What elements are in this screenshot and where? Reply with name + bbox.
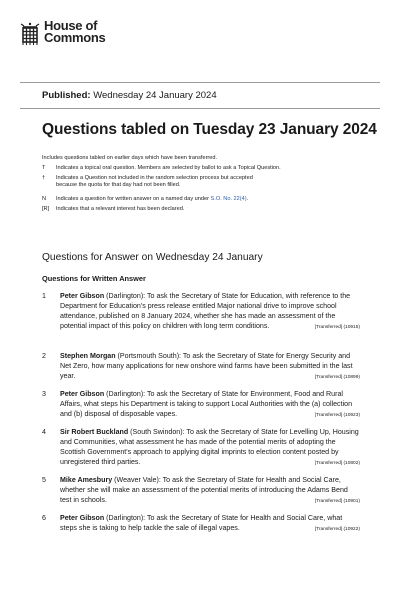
question-item <box>42 428 360 469</box>
member-name: Stephen Morgan <box>60 352 116 360</box>
key-text: Indicates a topical oral question. Members are selected by ballot to ask a Topical Question. <box>56 165 281 171</box>
question-number: 6 <box>42 514 46 522</box>
key-text-after: . <box>246 196 249 202</box>
divider-bottom <box>20 108 380 109</box>
key-text: Indicates a Question not included in the random selection process but accepted because the quota for that day had not been filled. <box>56 175 253 189</box>
published-date: Wednesday 24 January 2024 <box>93 90 217 101</box>
constituency: (South Swindon): <box>128 428 185 436</box>
constituency: (Portsmouth South): <box>115 352 182 360</box>
key-symbol: [R] <box>42 206 50 212</box>
member-name: Peter Gibson <box>60 292 105 300</box>
question-body <box>60 428 360 468</box>
question-item <box>42 352 360 383</box>
member-name: Mike Amesbury <box>60 476 113 484</box>
standing-order-link[interactable]: S.O. No. 22(4) <box>210 196 247 202</box>
question-body <box>60 352 360 382</box>
constituency: (Darlington): <box>104 390 146 398</box>
question-text: To ask the Secretary of State for Health and Social Care, whether she will make an assessment of the potential merits of introducing the Adams Bend test in schools. <box>60 476 348 504</box>
question-number: 5 <box>42 476 46 484</box>
question-item <box>42 514 360 535</box>
key-symbol: N <box>42 196 47 202</box>
question-text: To ask the Secretary of State for Levelling Up, Housing and Communities, what assessment he has made of the potential merits of adopting the Scottish Government's approach to applying digital imprints to election content posted by unregistered third parties. <box>60 428 359 466</box>
constituency: (Darlington): <box>104 292 146 300</box>
question-tag: [Transferred] (10802) <box>314 460 360 466</box>
divider-top <box>20 82 380 83</box>
question-number: 2 <box>42 352 46 360</box>
question-item <box>42 390 360 421</box>
question-item <box>42 476 360 507</box>
question-number: 4 <box>42 428 46 436</box>
question-body <box>60 476 360 506</box>
published-line <box>42 90 217 101</box>
logo-line-1: House of <box>44 18 98 33</box>
question-text: To ask the Secretary of State for Education, with reference to the Department for Education's press release entitled Major national drive to improve school attendance, published on 8 January 2024, whether she has made an assessment of the potential impact of this policy on children with long term conditions. <box>60 292 351 330</box>
logo-wordmark <box>44 20 105 44</box>
question-number: 3 <box>42 390 46 398</box>
subsection-heading: Questions for Written Answer <box>42 274 146 283</box>
intro-text: Includes questions tabled on earlier days which have been transferred. <box>42 155 218 161</box>
key-text: Indicates that a relevant interest has been declared. <box>56 206 185 212</box>
question-tag: [Transferred] (10922) <box>314 526 360 532</box>
key-item-relevant-interest <box>42 206 372 213</box>
constituency: (Weaver Vale): <box>112 476 161 484</box>
key-text: Indicates a question for written answer on a named day under <box>56 196 211 202</box>
question-body <box>60 514 360 534</box>
question-body <box>60 292 360 332</box>
question-tag: [Transferred] (10923) <box>314 412 360 418</box>
question-number: 1 <box>42 292 46 300</box>
question-tag: [Transferred] (10899) <box>314 374 360 380</box>
logo-line-2: Commons <box>44 30 106 45</box>
question-tag: [Transferred] (10901) <box>314 498 360 504</box>
question-item <box>42 292 360 333</box>
key-item-not-included <box>42 175 372 190</box>
page-title: Questions tabled on Tuesday 23 January 2024 <box>42 121 377 138</box>
key-symbol: T <box>42 165 46 171</box>
member-name: Sir Robert Buckland <box>60 428 129 436</box>
constituency: (Darlington): <box>104 514 146 522</box>
key-item-named-day <box>42 196 372 203</box>
question-text: To ask the Secretary of State for Environment, Food and Rural Affairs, what steps his Department is taking to support Local Authorities with the (a) collection and (b) disposal of disposable vapes. <box>60 390 353 418</box>
published-label: Published: <box>42 90 91 101</box>
section-heading: Questions for Answer on Wednesday 24 January <box>42 252 263 263</box>
key-text-wrap <box>56 196 372 203</box>
key-item-topical <box>42 165 372 172</box>
member-name: Peter Gibson <box>60 390 105 398</box>
question-text: To ask the Secretary of State for Energy Security and Net Zero, how many applications for new onshore wind farms have been submitted in the last year. <box>60 352 353 380</box>
key-symbol: † <box>42 175 46 181</box>
member-name: Peter Gibson <box>60 514 105 522</box>
portcullis-icon <box>20 21 40 47</box>
house-of-commons-logo <box>20 20 105 50</box>
question-body <box>60 390 360 420</box>
question-tag: [Transferred] (10915) <box>314 324 360 330</box>
question-text: To ask the Secretary of State for Health and Social Care, what steps she is taking to help tackle the sale of illegal vapes. <box>60 514 343 532</box>
